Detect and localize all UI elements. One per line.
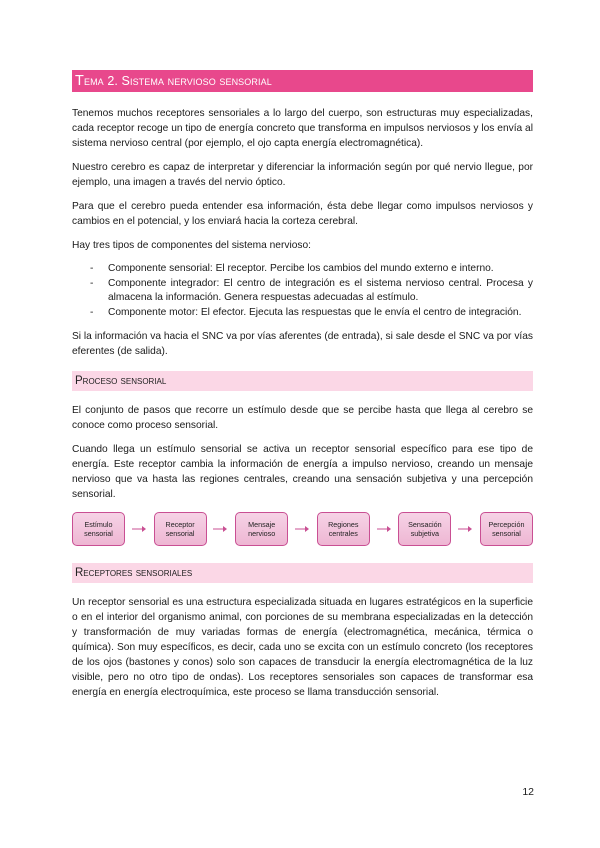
intro-paragraph-5: Si la información va hacia el SNC va por vías aferentes (de entrada), si sale desde el SNC va por vías eferentes (de salida). [72, 331, 533, 357]
flow-step-regiones: Regiones centrales [317, 512, 370, 546]
list-item: - Componente integrador: El centro de integración es el sistema nervioso central. Procesa y almacena la información. Genera respuestas adecuadas al estímulo. [90, 277, 533, 305]
arrow-right-icon [213, 524, 228, 534]
intro-paragraph-3: Para que el cerebro pueda entender esa información, ésta debe llegar como impulsos nerviosos y cambios en el potencial, y los enviará hacia la corteza cerebral. [72, 201, 533, 227]
components-list [90, 262, 533, 320]
topic-title-text: ema 2. Sistema nervioso sensorial [83, 74, 272, 88]
intro-paragraph-4: Hay tres tipos de componentes del sistema nervioso: [72, 240, 311, 251]
page-number: 12 [522, 786, 534, 798]
list-item: - Componente sensorial: El receptor. Percibe los cambios del mundo externo e interno. [90, 262, 533, 276]
list-item: - Componente motor: El efector. Ejecuta las respuestas que le envía el centro de integración. [90, 306, 533, 320]
arrow-right-icon [295, 524, 310, 534]
section-title-receptores: Receptores sensoriales [72, 563, 533, 583]
flow-step-mensaje: Mensaje nervioso [235, 512, 288, 546]
sensory-process-diagram [72, 511, 533, 547]
flow-step-sensacion: Sensación subjetiva [398, 512, 451, 546]
topic-title [72, 70, 533, 92]
proceso-paragraph-1: El conjunto de pasos que recorre un estímulo desde que se percibe hasta que llega al cerebro se conoce como proceso sensorial. [72, 405, 533, 431]
receptores-paragraph-1: Un receptor sensorial es una estructura especializada situada en lugares estratégicos en la superficie o en el interior del organismo animal, con porciones de su membrana especializadas en la detección y transformación de muy variadas formas de energía (electromagnética, mecánica, térmica o química). Son muy específicos, es decir, cada uno se excita con un estímulo concreto (los receptores de los ojos (bastones y conos) solo son capaces de transducir la energía electromagnética de la luz visible, pero no otro tipo de ondas). Los receptores sensoriales son capaces de transformar esa energía en energía electroquímica, este proceso se llama transducción sensorial. [72, 597, 533, 698]
intro-paragraph-1: Tenemos muchos receptores sensoriales a lo largo del cuerpo, son estructuras muy especializadas, cada receptor recoge un tipo de energía concreto que transforma en impulsos nerviosos y los envía al sistema nervioso central (por ejemplo, el ojo capta energía electromagnética). [72, 108, 533, 149]
topic-title-initial: T [75, 73, 84, 89]
arrow-right-icon [377, 524, 392, 534]
section-title-proceso: Proceso sensorial [72, 371, 533, 391]
arrow-right-icon [458, 524, 473, 534]
flow-step-estimulo: Estímulo sensorial [72, 512, 125, 546]
flow-step-percepcion: Percepción sensorial [480, 512, 533, 546]
flow-step-receptor: Receptor sensorial [154, 512, 207, 546]
proceso-paragraph-2: Cuando llega un estímulo sensorial se activa un receptor sensorial específico para ese tipo de energía. Este receptor cambia la información de energía a impulso nervioso, creando un mensaje nervioso que va hasta las regiones centrales, creando una sensación subjetiva y una percepción sensorial. [72, 444, 533, 500]
intro-paragraph-2: Nuestro cerebro es capaz de interpretar y diferenciar la información según por qué nervio llegue, por ejemplo, una imagen a través del nervio óptico. [72, 162, 533, 188]
arrow-right-icon [132, 524, 147, 534]
page-content [72, 70, 533, 709]
